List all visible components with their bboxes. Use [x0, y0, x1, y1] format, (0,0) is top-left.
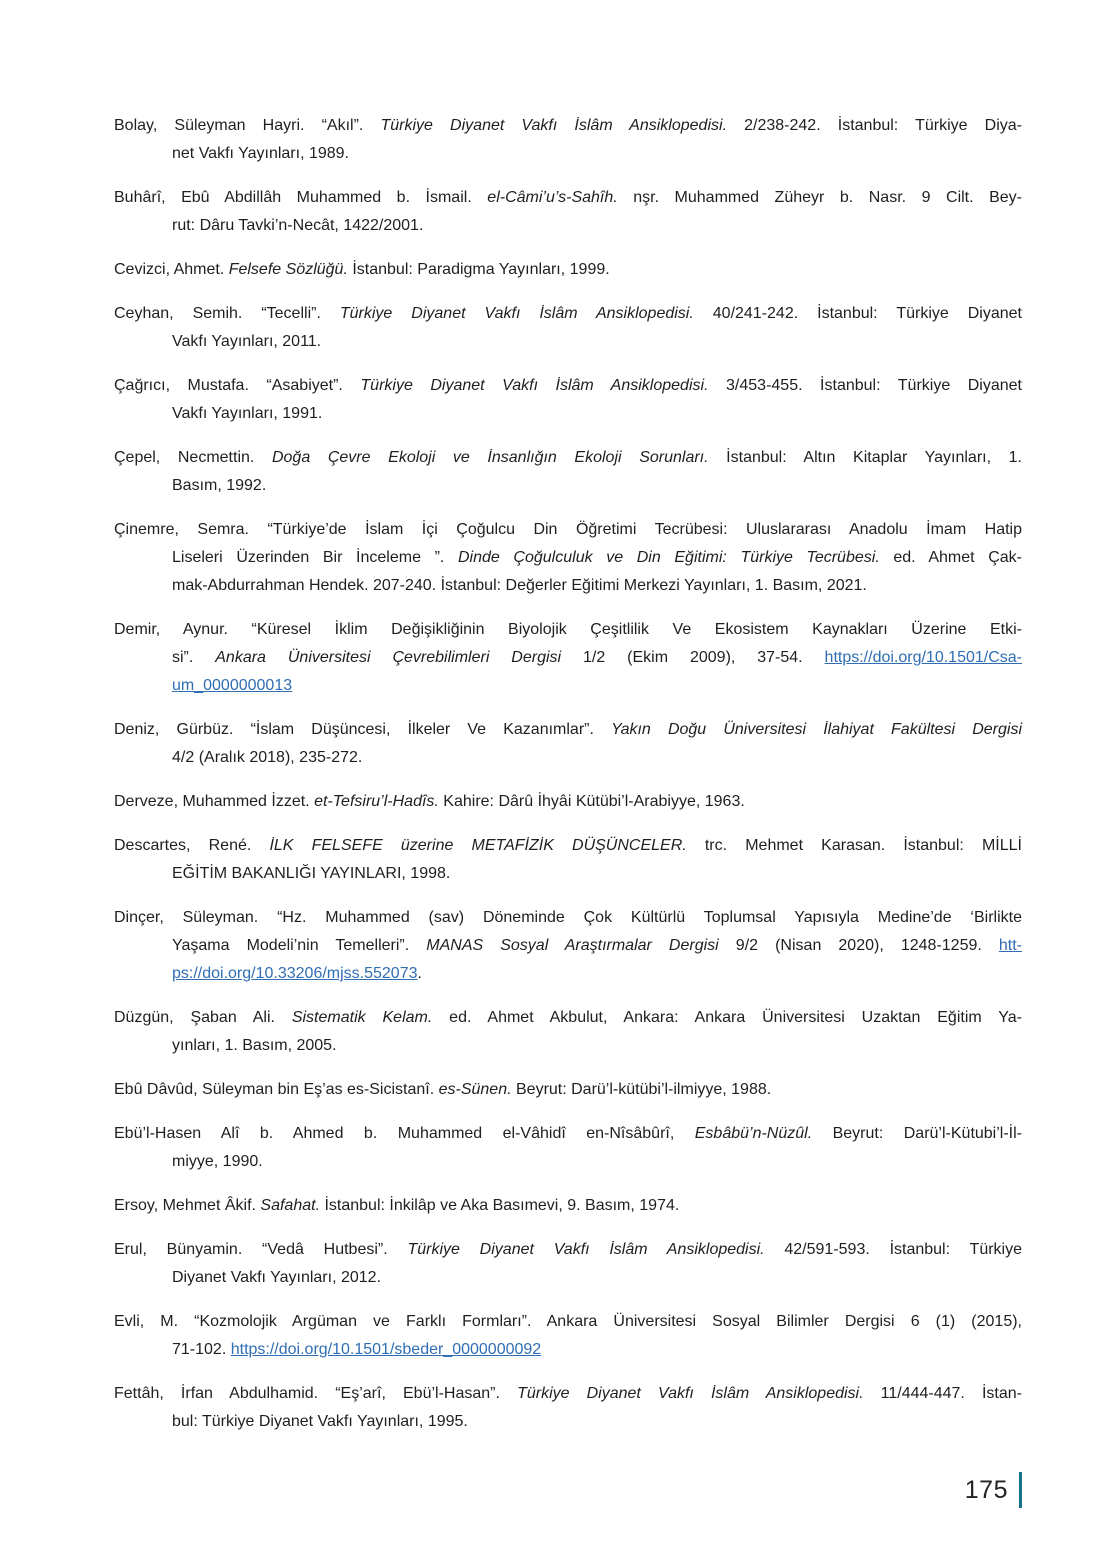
reference-line [114, 1408, 1022, 1436]
reference-text: mak-Abdurrahman Hendek. 207-240. İstanbul: Değerler Eğitimi Merkezi Yayınları, 1. Basım, 2021. [172, 577, 867, 594]
reference-line [114, 616, 1022, 644]
reference-text: Deniz, Gürbüz. “İslam Düşüncesi, İlkeler Ve Kazanımlar”. [114, 721, 612, 738]
reference-title-italic: Türkiye Diyanet Vakfı İslâm Ansiklopedisi. [360, 377, 709, 394]
reference-line [114, 860, 1022, 888]
doi-link[interactable]: htt- [998, 937, 1022, 954]
reference-entry [114, 516, 1022, 600]
reference-line [114, 1148, 1022, 1176]
reference-title-italic: Sistematik Kelam. [291, 1009, 433, 1026]
reference-line [114, 300, 1022, 328]
reference-entry [114, 1308, 1022, 1364]
reference-title-italic: Ankara Üniversitesi Çevrebilimleri Dergisi [215, 649, 562, 666]
reference-title-italic: Felsefe Sözlüğü. [228, 261, 348, 278]
reference-text: . [417, 965, 422, 982]
reference-entry [114, 372, 1022, 428]
reference-line [114, 112, 1022, 140]
reference-entry [114, 616, 1022, 700]
reference-text: si”. [172, 649, 216, 666]
reference-line [114, 1076, 1022, 1104]
reference-text: ed. Ahmet Çak- [879, 549, 1023, 566]
reference-entry [114, 1004, 1022, 1060]
reference-entry [114, 1120, 1022, 1176]
reference-entry [114, 300, 1022, 356]
reference-line [114, 1308, 1022, 1336]
reference-text: 42/591-593. İstanbul: Türkiye [764, 1241, 1023, 1258]
doi-link[interactable]: https://doi.org/10.1501/Csa- [824, 649, 1022, 666]
reference-text: nşr. Muhammed Züheyr b. Nasr. 9 Cilt. Bey- [617, 189, 1022, 206]
reference-text: Ceyhan, Semih. “Tecelli”. [114, 305, 340, 322]
reference-line [114, 472, 1022, 500]
reference-text: Fettâh, İrfan Abdulhamid. “Eş’arî, Ebü’l-Hasan”. [114, 1385, 518, 1402]
reference-text: Basım, 1992. [172, 477, 267, 494]
reference-line [114, 572, 1022, 600]
reference-entry [114, 788, 1022, 816]
reference-title-italic: et-Tefsiru’l-Hadîs. [314, 793, 439, 810]
reference-text: Düzgün, Şaban Ali. [114, 1009, 292, 1026]
page-number-accent-bar [1019, 1472, 1022, 1508]
reference-text: 1/2 (Ekim 2009), 37-54. [561, 649, 825, 666]
reference-line [114, 372, 1022, 400]
reference-text: EĞİTİM BAKANLIĞI YAYINLARI, 1998. [172, 865, 451, 882]
page-footer [965, 1472, 1022, 1508]
reference-text: Ebû Dâvûd, Süleyman bin Eş’as es-Sicistanî. [114, 1081, 439, 1098]
reference-text: Cevizci, Ahmet. [114, 261, 229, 278]
reference-line [114, 644, 1022, 672]
reference-text: Çağrıcı, Mustafa. “Asabiyet”. [114, 377, 361, 394]
reference-title-italic: Türkiye Diyanet Vakfı İslâm Ansiklopedisi. [380, 117, 728, 134]
reference-line [114, 544, 1022, 572]
references-list [114, 112, 1022, 1452]
reference-title-italic: İLK FELSEFE üzerine METAFİZİK DÜŞÜNCELER. [269, 837, 687, 854]
reference-line [114, 1004, 1022, 1032]
reference-text: Beyrut: Darü’l-Kütubi’l-İl- [812, 1125, 1023, 1142]
reference-entry [114, 1076, 1022, 1104]
reference-text: 3/453-455. İstanbul: Türkiye Diyanet [708, 377, 1022, 394]
reference-text: 2/238-242. İstanbul: Türkiye Diya- [727, 117, 1023, 134]
reference-text: İstanbul: İnkilâp ve Aka Basımevi, 9. Basım, 1974. [320, 1197, 680, 1214]
reference-entry [114, 444, 1022, 500]
reference-line [114, 444, 1022, 472]
reference-text: Demir, Aynur. “Küresel İklim Değişikliğinin Biyolojik Çeşitlilik Ve Ekosistem Kaynakları Üzerine Etki- [114, 621, 1022, 638]
reference-line [114, 672, 1022, 700]
reference-line [114, 184, 1022, 212]
reference-text: net Vakfı Yayınları, 1989. [172, 145, 349, 162]
reference-text: Vakfı Yayınları, 2011. [172, 333, 322, 350]
reference-line [114, 960, 1022, 988]
reference-entry [114, 112, 1022, 168]
reference-text: Dinçer, Süleyman. “Hz. Muhammed (sav) Döneminde Çok Kültürlü Toplumsal Yapısıyla Medine’de ‘Birlikte [114, 909, 1022, 926]
reference-entry [114, 832, 1022, 888]
page-number: 175 [964, 1475, 1008, 1504]
doi-link[interactable]: https://doi.org/10.1501/sbeder_0000000092 [230, 1341, 542, 1358]
reference-line [114, 1236, 1022, 1264]
reference-title-italic: Türkiye Diyanet Vakfı İslâm Ansiklopedisi. [517, 1385, 864, 1402]
reference-text: Beyrut: Darü’l-kütübi’l-ilmiyye, 1988. [511, 1081, 772, 1098]
reference-line [114, 1380, 1022, 1408]
reference-title-italic: Doğa Çevre Ekoloji ve İnsanlığın Ekoloji Sorunları. [271, 449, 709, 466]
reference-text: Yaşama Modeli’nin Temelleri”. [172, 937, 427, 954]
reference-entry [114, 1380, 1022, 1436]
reference-line [114, 1336, 1022, 1364]
reference-line [114, 1120, 1022, 1148]
reference-line [114, 744, 1022, 772]
reference-text: bul: Türkiye Diyanet Vakfı Yayınları, 1995. [172, 1413, 468, 1430]
reference-text: Vakfı Yayınları, 1991. [172, 405, 323, 422]
reference-entry [114, 1192, 1022, 1220]
reference-text: Diyanet Vakfı Yayınları, 2012. [172, 1269, 382, 1286]
reference-text: 11/444-447. İstan- [863, 1385, 1023, 1402]
reference-line [114, 904, 1022, 932]
reference-text: İstanbul: Altın Kitaplar Yayınları, 1. [708, 449, 1023, 466]
reference-entry [114, 184, 1022, 240]
reference-title-italic: Safahat. [260, 1197, 321, 1214]
reference-title-italic: Türkiye Diyanet Vakfı İslâm Ansiklopedisi. [407, 1241, 765, 1258]
reference-line [114, 1264, 1022, 1292]
reference-entry [114, 1236, 1022, 1292]
reference-text: Evli, M. “Kozmolojik Argüman ve Farklı Formları”. Ankara Üniversitesi Sosyal Bilimler Dergisi 6 (1) (2015), [114, 1313, 1022, 1330]
reference-line [114, 400, 1022, 428]
reference-line [114, 328, 1022, 356]
reference-entry [114, 256, 1022, 284]
reference-title-italic: el-Câmi’u’s-Sahîh. [487, 189, 618, 206]
reference-title-italic: MANAS Sosyal Araştırmalar Dergisi [426, 937, 719, 954]
reference-line [114, 788, 1022, 816]
reference-text: 9/2 (Nisan 2020), 1248-1259. [718, 937, 999, 954]
reference-line [114, 256, 1022, 284]
reference-text: Ebü’l-Hasen Alî b. Ahmed b. Muhammed el-Vâhidî en-Nîsâbûrî, [114, 1125, 695, 1142]
reference-line [114, 1032, 1022, 1060]
reference-text: Liseleri Üzerinden Bir İnceleme ”. [172, 549, 458, 566]
reference-text: Erul, Bünyamin. “Vedâ Hutbesi”. [114, 1241, 408, 1258]
reference-text: 71-102. [172, 1341, 231, 1358]
reference-entry [114, 904, 1022, 988]
reference-text: Ersoy, Mehmet Âkif. [114, 1197, 261, 1214]
reference-text: Bolay, Süleyman Hayri. “Akıl”. [114, 117, 381, 134]
doi-link[interactable]: um_0000000013 [172, 677, 293, 694]
reference-line [114, 932, 1022, 960]
reference-title-italic: Esbâbü’n-Nüzûl. [694, 1125, 813, 1142]
reference-text: Derveze, Muhammed İzzet. [114, 793, 315, 810]
reference-text: Çepel, Necmettin. [114, 449, 272, 466]
reference-text: Descartes, René. [114, 837, 270, 854]
reference-line [114, 832, 1022, 860]
reference-text: Buhârî, Ebû Abdillâh Muhammed b. İsmail. [114, 189, 488, 206]
reference-line [114, 212, 1022, 240]
reference-text: rut: Dâru Tavki’n-Necât, 1422/2001. [172, 217, 424, 234]
reference-line [114, 140, 1022, 168]
reference-line [114, 516, 1022, 544]
reference-line [114, 716, 1022, 744]
doi-link[interactable]: ps://doi.org/10.33206/mjss.552073 [172, 965, 418, 982]
reference-title-italic: Yakın Doğu Üniversitesi İlahiyat Fakültesi Dergisi [611, 721, 1022, 738]
reference-text: Kahire: Dârû İhyâi Kütübi’l-Arabiyye, 1963. [438, 793, 745, 810]
reference-text: Çinemre, Semra. “Türkiye’de İslam İçi Çoğulcu Din Öğretimi Tecrübesi: Uluslararası Anadolu İmam Hatip [114, 521, 1022, 538]
reference-entry [114, 716, 1022, 772]
reference-text: ed. Ahmet Akbulut, Ankara: Ankara Üniversitesi Uzaktan Eğitim Ya- [432, 1009, 1022, 1026]
reference-text: miyye, 1990. [172, 1153, 263, 1170]
reference-text: İstanbul: Paradigma Yayınları, 1999. [347, 261, 610, 278]
reference-title-italic: Dinde Çoğulculuk ve Din Eğitimi: Türkiye Tecrübesi. [458, 549, 880, 566]
reference-title-italic: Türkiye Diyanet Vakfı İslâm Ansiklopedisi. [339, 305, 694, 322]
reference-title-italic: es-Sünen. [438, 1081, 512, 1098]
reference-text: yınları, 1. Basım, 2005. [172, 1037, 337, 1054]
reference-line [114, 1192, 1022, 1220]
reference-text: 40/241-242. İstanbul: Türkiye Diyanet [693, 305, 1022, 322]
reference-text: trc. Mehmet Karasan. İstanbul: MİLLİ [686, 837, 1022, 854]
reference-text: 4/2 (Aralık 2018), 235-272. [172, 749, 363, 766]
